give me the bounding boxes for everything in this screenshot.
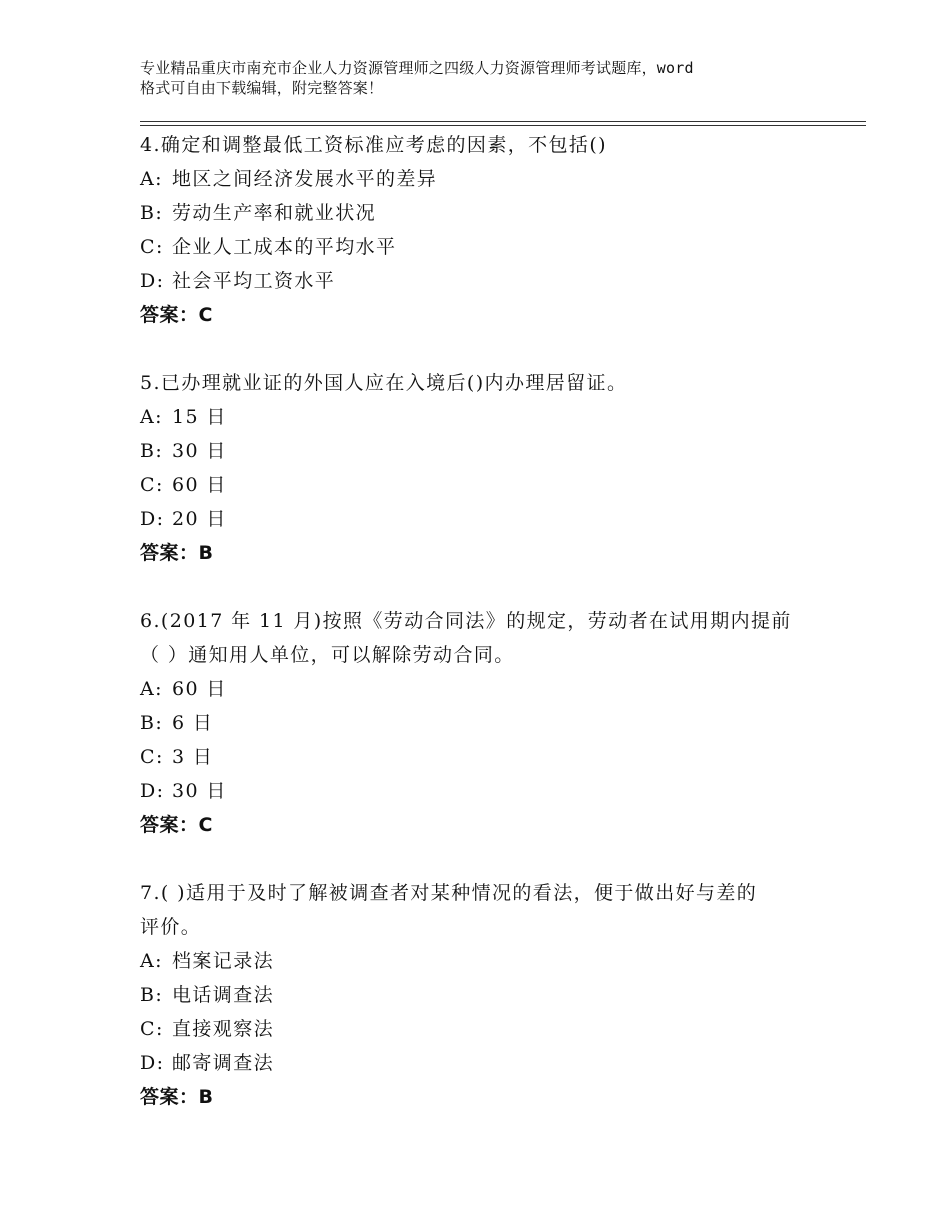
option-key: A: — [140, 678, 163, 700]
option-d — [140, 774, 840, 808]
option-text: 社会平均工资水平 — [172, 270, 336, 292]
header-divider-top — [140, 121, 866, 122]
stem-line: 4.确定和调整最低工资标准应考虑的因素，不包括() — [140, 134, 607, 156]
answer-line: 答案：C — [140, 814, 213, 836]
answer-line: 答案：C — [140, 304, 213, 326]
option-key: D: — [140, 780, 165, 802]
option-key: B: — [140, 440, 164, 462]
option-text: 直接观察法 — [172, 1018, 275, 1040]
option-b — [140, 978, 840, 1012]
question-stem — [140, 604, 840, 672]
option-key: C: — [140, 236, 164, 258]
option-key: B: — [140, 202, 164, 224]
option-text: 邮寄调查法 — [172, 1052, 275, 1074]
option-key: A: — [140, 406, 163, 428]
option-text: 30 日 — [172, 440, 227, 462]
option-text: 20 日 — [172, 508, 227, 530]
option-a — [140, 944, 840, 978]
option-text: 电话调查法 — [172, 984, 275, 1006]
option-c — [140, 1012, 840, 1046]
header-line-2: 格式可自由下载编辑，附完整答案！ — [140, 79, 384, 97]
stem-line: 5.已办理就业证的外国人应在入境后()内办理居留证。 — [140, 372, 628, 394]
question-stem — [140, 366, 840, 400]
option-key: A: — [140, 950, 163, 972]
question-stem — [140, 128, 840, 162]
option-text: 3 日 — [172, 746, 214, 768]
header-line-1: 专业精品重庆市南充市企业人力资源管理师之四级人力资源管理师考试题库，word — [140, 59, 694, 77]
option-text: 60 日 — [172, 474, 227, 496]
stem-line: 6.(2017 年 11 月)按照《劳动合同法》的规定，劳动者在试用期内提前 — [140, 610, 792, 632]
option-d — [140, 502, 840, 536]
question-stem — [140, 876, 840, 944]
answer-line: 答案：B — [140, 1086, 214, 1108]
document-header — [140, 58, 840, 98]
question-5 — [140, 366, 840, 570]
option-d — [140, 1046, 840, 1080]
stem-line: 评价。 — [140, 916, 202, 938]
option-text: 30 日 — [172, 780, 227, 802]
question-6 — [140, 604, 840, 842]
option-b — [140, 196, 840, 230]
answer-line: 答案：B — [140, 542, 214, 564]
option-key: D: — [140, 1052, 165, 1074]
stem-line: （ ）通知用人单位，可以解除劳动合同。 — [140, 644, 515, 666]
question-7 — [140, 876, 840, 1114]
option-key: C: — [140, 746, 164, 768]
stem-line: 7.( )适用于及时了解被调查者对某种情况的看法，便于做出好与差的 — [140, 882, 758, 904]
option-text: 6 日 — [172, 712, 214, 734]
option-key: C: — [140, 1018, 164, 1040]
option-key: D: — [140, 508, 165, 530]
option-key: B: — [140, 712, 164, 734]
option-text: 15 日 — [172, 406, 227, 428]
option-text: 档案记录法 — [172, 950, 275, 972]
option-a — [140, 162, 840, 196]
option-key: D: — [140, 270, 165, 292]
option-a — [140, 400, 840, 434]
header-divider-bottom — [140, 125, 866, 126]
option-c — [140, 468, 840, 502]
option-a — [140, 672, 840, 706]
question-4 — [140, 128, 840, 332]
option-b — [140, 434, 840, 468]
option-text: 地区之间经济发展水平的差异 — [172, 168, 438, 190]
option-d — [140, 264, 840, 298]
option-key: B: — [140, 984, 164, 1006]
option-key: A: — [140, 168, 163, 190]
option-c — [140, 740, 840, 774]
option-c — [140, 230, 840, 264]
option-text: 企业人工成本的平均水平 — [172, 236, 397, 258]
option-key: C: — [140, 474, 164, 496]
option-text: 劳动生产率和就业状况 — [172, 202, 377, 224]
question-list — [140, 128, 840, 1148]
option-text: 60 日 — [172, 678, 227, 700]
option-b — [140, 706, 840, 740]
